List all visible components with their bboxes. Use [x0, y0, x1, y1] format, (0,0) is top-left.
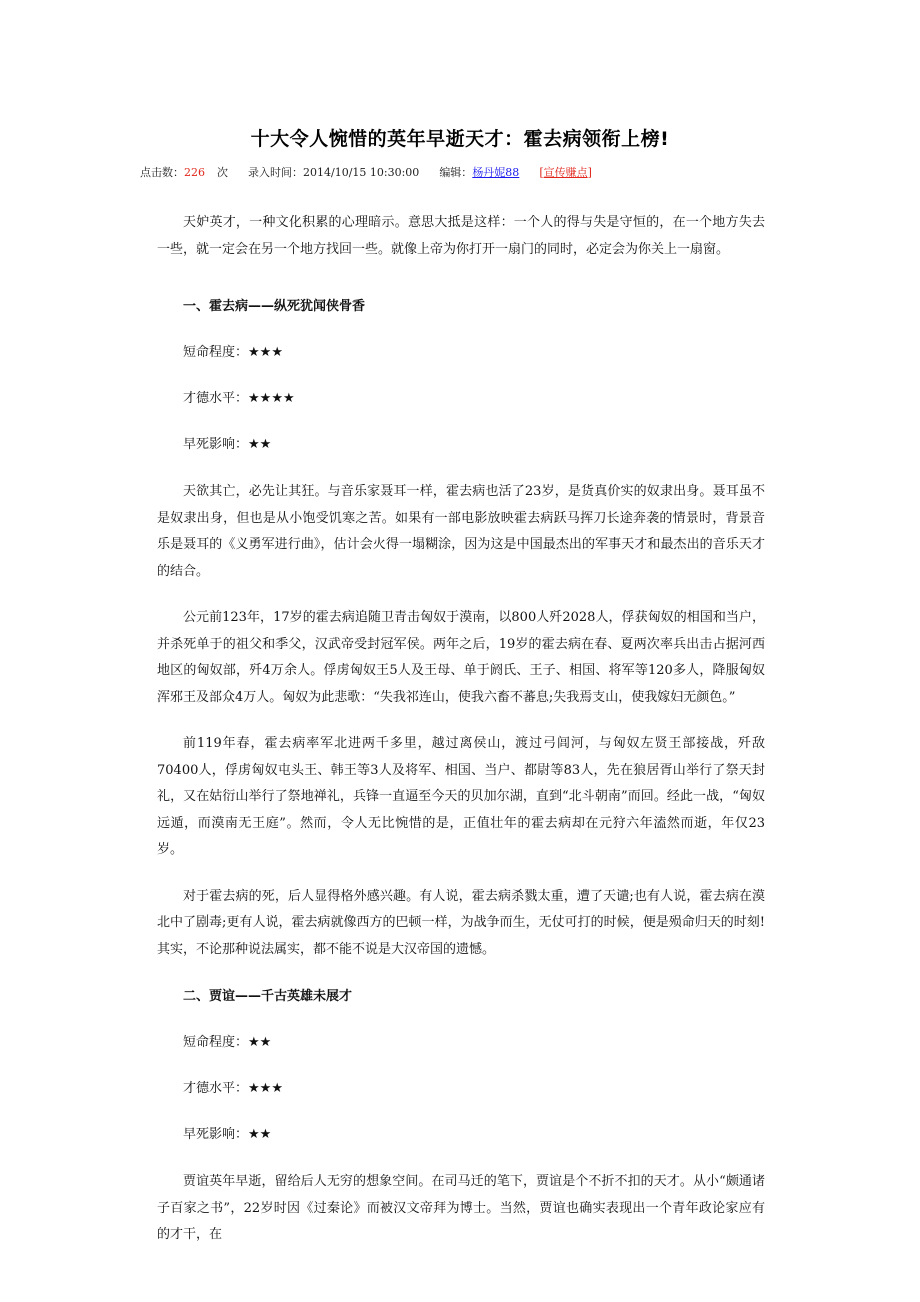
rating-label: 短命程度： [183, 1035, 249, 1050]
clicks-count: 226 [184, 166, 205, 179]
clicks-unit: 次 [217, 166, 228, 179]
entry-time-label: 录入时间： [248, 166, 303, 179]
rating-label: 短命程度： [183, 345, 249, 360]
rating-row [157, 1030, 765, 1056]
body-paragraph: 对于霍去病的死，后人显得格外感兴趣。有人说，霍去病杀戮太重，遭了天谴;也有人说，霍去病在漠北中了剧毒;更有人说，霍去病就像西方的巴顿一样，为战争而生，无仗可打的时候，便是殒命归天的时刻!其实，不论那种说法属实，都不能不说是大汉帝国的遗憾。 [157, 888, 765, 957]
entry-time-value: 2014/10/15 10:30:00 [303, 166, 420, 179]
section-heading: 二、贾谊——千古英雄未展才 [183, 989, 353, 1004]
body-paragraph: 前119年春，霍去病率军北进两千多里，越过离侯山，渡过弓闾河，与匈奴左贤王部接战，歼敌70400人，俘虏匈奴屯头王、韩王等3人及将军、相国、当户、都尉等83人，先在狼居胥山举行了祭天封礼，又在姑衍山举行了祭地禅礼，兵锋一直逼至今天的贝加尔湖，直到“北斗朝南”而回。经此一战，“匈奴远遁，而漠南无王庭”。然而，令人无比惋惜的是，正值壮年的霍去病却在元狩六年溘然而逝，年仅23岁。 [157, 736, 765, 857]
article-body [157, 210, 765, 1249]
rating-label: 才德水平： [183, 1081, 249, 1096]
star-rating: ★★★ [248, 1081, 283, 1096]
article-meta [140, 164, 592, 180]
star-rating: ★★★ [248, 345, 283, 360]
rating-label: 才德水平： [183, 391, 249, 406]
promo-bracket-open: [ [539, 166, 544, 179]
star-rating: ★★ [248, 1035, 272, 1050]
article-title: 十大令人惋惜的英年早逝天才：霍去病领衔上榜! [250, 128, 670, 150]
promo-link[interactable] [539, 166, 592, 179]
star-rating: ★★★★ [248, 391, 295, 406]
intro-paragraph: 天妒英才，一种文化积累的心理暗示。意思大抵是这样：一个人的得与失是守恒的，在一个地方失去一些，就一定会在另一个地方找回一些。就像上帝为你打开一扇门的同时，必定会为你关上一扇窗。 [157, 215, 765, 257]
rating-label: 早死影响： [183, 437, 249, 452]
promo-text[interactable]: 宣传赚点 [543, 166, 588, 179]
body-paragraph: 天欲其亡，必先让其狂。与音乐家聂耳一样，霍去病也活了23岁，是货真价实的奴隶出身。聂耳虽不是奴隶出身，但也是从小饱受饥寒之苦。如果有一部电影放映霍去病跃马挥刀长途奔袭的情景时，背景音乐是聂耳的《义勇军进行曲》，估计会火得一塌糊涂，因为这是中国最杰出的军事天才和最杰出的音乐天才的结合。 [157, 484, 765, 579]
star-rating: ★★ [248, 1127, 272, 1142]
rating-row [157, 340, 765, 366]
promo-bracket-close: ] [587, 166, 592, 179]
rating-row [157, 386, 765, 412]
editor-label: 编辑： [439, 166, 473, 179]
section1-paragraphs [157, 479, 765, 963]
rating-row [157, 432, 765, 458]
section-heading: 一、霍去病——纵死犹闻侠骨香 [183, 299, 366, 314]
rating-label: 早死影响： [183, 1127, 249, 1142]
rating-row [157, 1076, 765, 1102]
editor-link[interactable]: 杨丹妮88 [472, 166, 520, 179]
body-paragraph: 贾谊英年早逝，留给后人无穷的想象空间。在司马迁的笔下，贾谊是个不折不扣的天才。从小“颇通诸子百家之书”，22岁时因《过秦论》而被汉文帝拜为博士。当然，贾谊也确实表现出一个青年政论家应有的才干，在 [157, 1174, 765, 1242]
star-rating: ★★ [248, 437, 272, 452]
body-paragraph: 公元前123年，17岁的霍去病追随卫青击匈奴于漠南，以800人歼2028人，俘获匈奴的相国和当户，并杀死单于的祖父和季父，汉武帝受封冠军侯。两年之后，19岁的霍去病在春、夏两次率兵出击占据河西地区的匈奴部，歼4万余人。俘虏匈奴王5人及王母、单于阏氏、王子、相国、将军等120多人，降服匈奴浑邪王及部众4万人。匈奴为此悲歌：“失我祁连山，使我六畜不蕃息;失我焉支山，使我嫁妇无颜色。” [157, 610, 765, 705]
rating-row [157, 1122, 765, 1148]
clicks-label: 点击数： [140, 166, 184, 179]
